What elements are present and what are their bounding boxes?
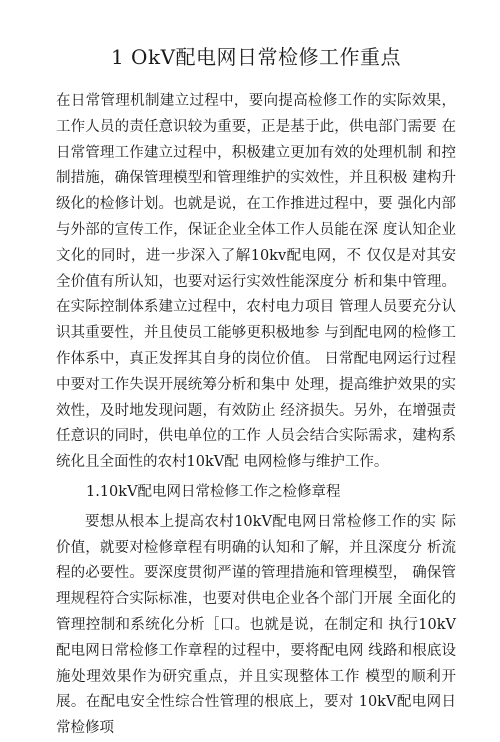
body-paragraph-1: 在日常管理机制建立过程中，要向提高检修工作的实际效果，工作人员的责任意识较为重要，正是基于此，供电部门需要 在日常管理工作建立过程中，积极建立更加有效的处理机制 和控制措施，确保管理模型和管理维护的实效性，并且积极 建构升级化的检修计划。也就是说，在工作推进过程中，要 强化内部与外部的宣传工作，保证企业全体工作人员能在深 度认知企业文化的同时，进一步深入了解10kv配电网，不 仅仅是对其安全价值有所认知，也要对运行实效性能深度分 析和集中管理。在实际控制体系建立过程中，农村电力项目 管理人员要充分认识其重要性，并且使员工能够更积极地参 与到配电网的检修工作体系中，真正发挥其自身的岗位价值。 日常配电网运行过程中要对工作失误开展统筹分析和集中 处理，提高维护效果的实效性，及时地发现问题，有效防止 经济损失。另外，在增强责任意识的同时，供电单位的工作 人员会结合实际需求，建构系统化且全面性的农村10kV配 电网检修与维护工作。 <box>56 93 456 471</box>
section-heading: 1.10kV配电网日常检修工作之检修章程 <box>86 483 341 500</box>
body-paragraph-2: 要想从根本上提高农村10kV配电网日常检修工作的实 际价值，就要对检修章程有明确的认知和了解，并且深度分 析流程的必要性。要深度贯彻严谨的管理措施和管理模型， 确保管理规程符合实际标准，也要对供电企业各个部门开展 全面化的管理控制和系统化分析［口。也就是说，在制定和 执行10kV配电网日常检修工作章程的过程中，要将配电网 线路和根底设施处理效果作为研究重点，并且实现整体工作 模型的顺利开展。在配电安全性综合性管理的根底上，要对 10kV配电网日常检修项 <box>56 513 456 737</box>
document-title: 1 OkV配电网日常检修工作重点 <box>110 45 402 69</box>
